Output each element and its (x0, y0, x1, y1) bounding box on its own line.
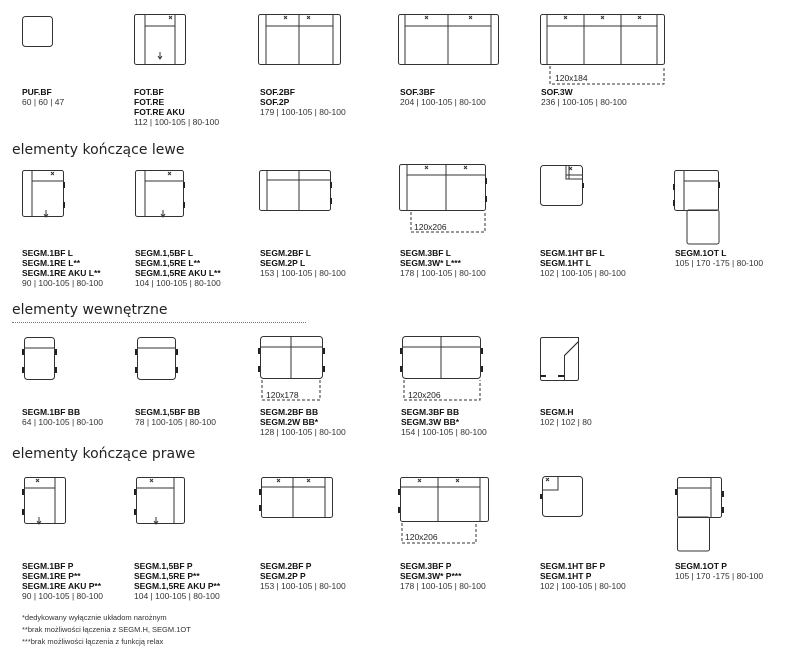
segm15l-diagram (135, 170, 187, 222)
product-name: SOF.3W (541, 87, 573, 97)
product-name: SEGM.3W* P*** (400, 571, 462, 581)
product-name: SEGM.1,5BF BB (135, 407, 201, 417)
product-segm1htp (540, 561, 626, 591)
product-name: SEGM.1OT P (675, 561, 727, 571)
fot-diagram (134, 14, 186, 66)
product-segm1l (22, 248, 103, 288)
product-name: SEGM.1,5BF P (134, 561, 193, 571)
product-dims: 236 | 100-105 | 80-100 (541, 97, 627, 107)
product-dims: 153 | 100-105 | 80-100 (260, 268, 346, 278)
segm1l-diagram (22, 170, 66, 222)
segm15bb-diagram (135, 337, 181, 383)
product-segm15bb (135, 407, 216, 427)
product-dims: 105 | 170 -175 | 80-100 (675, 258, 764, 268)
product-name: FOT.RE AKU (134, 107, 185, 117)
product-name: SEGM.3BF P (400, 561, 452, 571)
product-segm1bb (22, 407, 103, 427)
sof3-diagram (398, 14, 500, 66)
bed-size-segm2bb (266, 390, 299, 400)
product-sof3w (541, 87, 627, 107)
product-dims: 178 | 100-105 | 80-100 (400, 581, 486, 591)
product-dims: 90 | 100-105 | 80-100 (22, 278, 103, 288)
footnote: *dedykowany wyłącznie układom narożnym (22, 613, 167, 622)
product-name: SOF.3BF (400, 87, 435, 97)
segmh-diagram (540, 337, 582, 383)
product-dims: 204 | 100-105 | 80-100 (400, 97, 486, 107)
product-name: SEGM.1HT BF P (540, 561, 606, 571)
product-name: SEGM.1BF L (22, 248, 74, 258)
segm15p-diagram (134, 477, 186, 529)
product-name: SEGM.1HT L (540, 258, 592, 268)
product-name: SEGM.2P P (260, 571, 306, 581)
puf-diagram (22, 16, 54, 48)
section-inner-heading (12, 302, 168, 318)
product-name: SEGM.2BF L (260, 248, 312, 258)
product-name: FOT.RE (134, 97, 165, 107)
segm1otp-diagram (675, 477, 725, 555)
product-name: SEGM.1,5RE AKU L** (135, 268, 221, 278)
product-segm2bb (260, 407, 346, 437)
product-puf (22, 87, 64, 107)
product-name: SEGM.1HT BF L (540, 248, 605, 258)
product-name: SEGM.3W* L*** (400, 258, 461, 268)
section-right-heading (12, 446, 195, 462)
product-name: SEGM.1RE AKU L** (22, 268, 101, 278)
product-dims: 128 | 100-105 | 80-100 (260, 427, 346, 437)
product-dims: 102 | 100-105 | 80-100 (540, 581, 626, 591)
product-name: SOF.2P (260, 97, 290, 107)
product-name: SEGM.2W BB* (260, 417, 319, 427)
product-name: SEGM.3BF L (400, 248, 452, 258)
segm2l-diagram (259, 170, 333, 212)
segm1htl-diagram (540, 165, 586, 209)
product-name: SEGM.1RE AKU P** (22, 581, 102, 591)
product-dims: 154 | 100-105 | 80-100 (401, 427, 487, 437)
section-left-title: elementy kończące lewe (12, 142, 185, 158)
product-dims: 60 | 60 | 47 (22, 97, 65, 107)
product-segm2l (260, 248, 346, 278)
bed-size-label: 120x206 (414, 222, 447, 232)
bed-size-segm3l (414, 222, 447, 232)
product-segm15l (135, 248, 221, 288)
product-name: SEGM.2BF BB (260, 407, 319, 417)
bed-size-label: 120x184 (555, 73, 588, 83)
segm1otl-diagram (674, 170, 724, 246)
product-name: SEGM.3W BB* (401, 417, 460, 427)
product-segm3l (400, 248, 486, 278)
segm2p-diagram (259, 477, 335, 521)
product-dims: 78 | 100-105 | 80-100 (135, 417, 216, 427)
bed-size-segm3p (405, 532, 438, 542)
product-segm15p (134, 561, 220, 601)
product-name: SEGM.H (540, 407, 574, 417)
product-name: SEGM.1RE L** (22, 258, 81, 268)
segm1p-diagram (22, 477, 66, 529)
product-segm1otp (675, 561, 763, 581)
bed-size-label: 120x206 (408, 390, 441, 400)
product-segm2p (260, 561, 346, 591)
product-dims: 179 | 100-105 | 80-100 (260, 107, 346, 117)
product-segm3p (400, 561, 486, 591)
product-dims: 102 | 102 | 80 (540, 417, 592, 427)
dotted-divider (12, 322, 306, 323)
sof2-diagram (258, 14, 342, 66)
product-segm1htl (540, 248, 626, 278)
bed-size-sof3w (555, 73, 588, 83)
product-name: SOF.2BF (260, 87, 295, 97)
product-name: SEGM.1HT P (540, 571, 592, 581)
product-segm1p (22, 561, 103, 601)
product-name: SEGM.2BF P (260, 561, 312, 571)
product-dims: 90 | 100-105 | 80-100 (22, 591, 103, 601)
product-name: SEGM.1,5RE AKU P** (134, 581, 221, 591)
footnote: **brak możliwości łączenia z SEGM.H, SEGM.1OT (22, 625, 191, 634)
product-name: SEGM.1BF P (22, 561, 74, 571)
product-dims: 64 | 100-105 | 80-100 (22, 417, 103, 427)
product-dims: 105 | 170 -175 | 80-100 (675, 571, 764, 581)
section-inner-title: elementy wewnętrzne (12, 302, 168, 318)
bed-size-label: 120x206 (405, 532, 438, 542)
product-name: SEGM.1,5RE L** (135, 258, 201, 268)
product-sof2 (260, 87, 346, 117)
section-right-title: elementy kończące prawe (12, 446, 196, 462)
section-left-heading (12, 142, 184, 158)
product-fot (134, 87, 219, 127)
footnote: ***brak możliwości łączenia z funkcją relax (22, 637, 164, 646)
product-dims: 112 | 100-105 | 80-100 (134, 117, 220, 127)
product-name: SEGM.3BF BB (401, 407, 460, 417)
product-dims: 178 | 100-105 | 80-100 (400, 268, 486, 278)
product-name: PUF.BF (22, 87, 52, 97)
product-dims: 102 | 100-105 | 80-100 (540, 268, 626, 278)
bed-size-label: 120x178 (266, 390, 299, 400)
product-name: SEGM.1,5RE P** (134, 571, 200, 581)
product-segm3bb (401, 407, 487, 437)
product-name: SEGM.1BF BB (22, 407, 81, 417)
bed-size-segm3bb (408, 390, 441, 400)
product-dims: 153 | 100-105 | 80-100 (260, 581, 346, 591)
footnotes (22, 612, 191, 648)
product-name: SEGM.1,5BF L (135, 248, 194, 258)
product-name: FOT.BF (134, 87, 164, 97)
product-name: SEGM.2P L (260, 258, 306, 268)
product-dims: 104 | 100-105 | 80-100 (134, 591, 220, 601)
product-segm1otl (675, 248, 763, 268)
product-name: SEGM.1RE P** (22, 571, 81, 581)
product-segmh (540, 407, 592, 427)
product-name: SEGM.1OT L (675, 248, 727, 258)
segm1bb-diagram (22, 337, 58, 383)
product-dims: 104 | 100-105 | 80-100 (135, 278, 221, 288)
segm1htp-diagram (540, 476, 586, 520)
product-sof3 (400, 87, 486, 107)
